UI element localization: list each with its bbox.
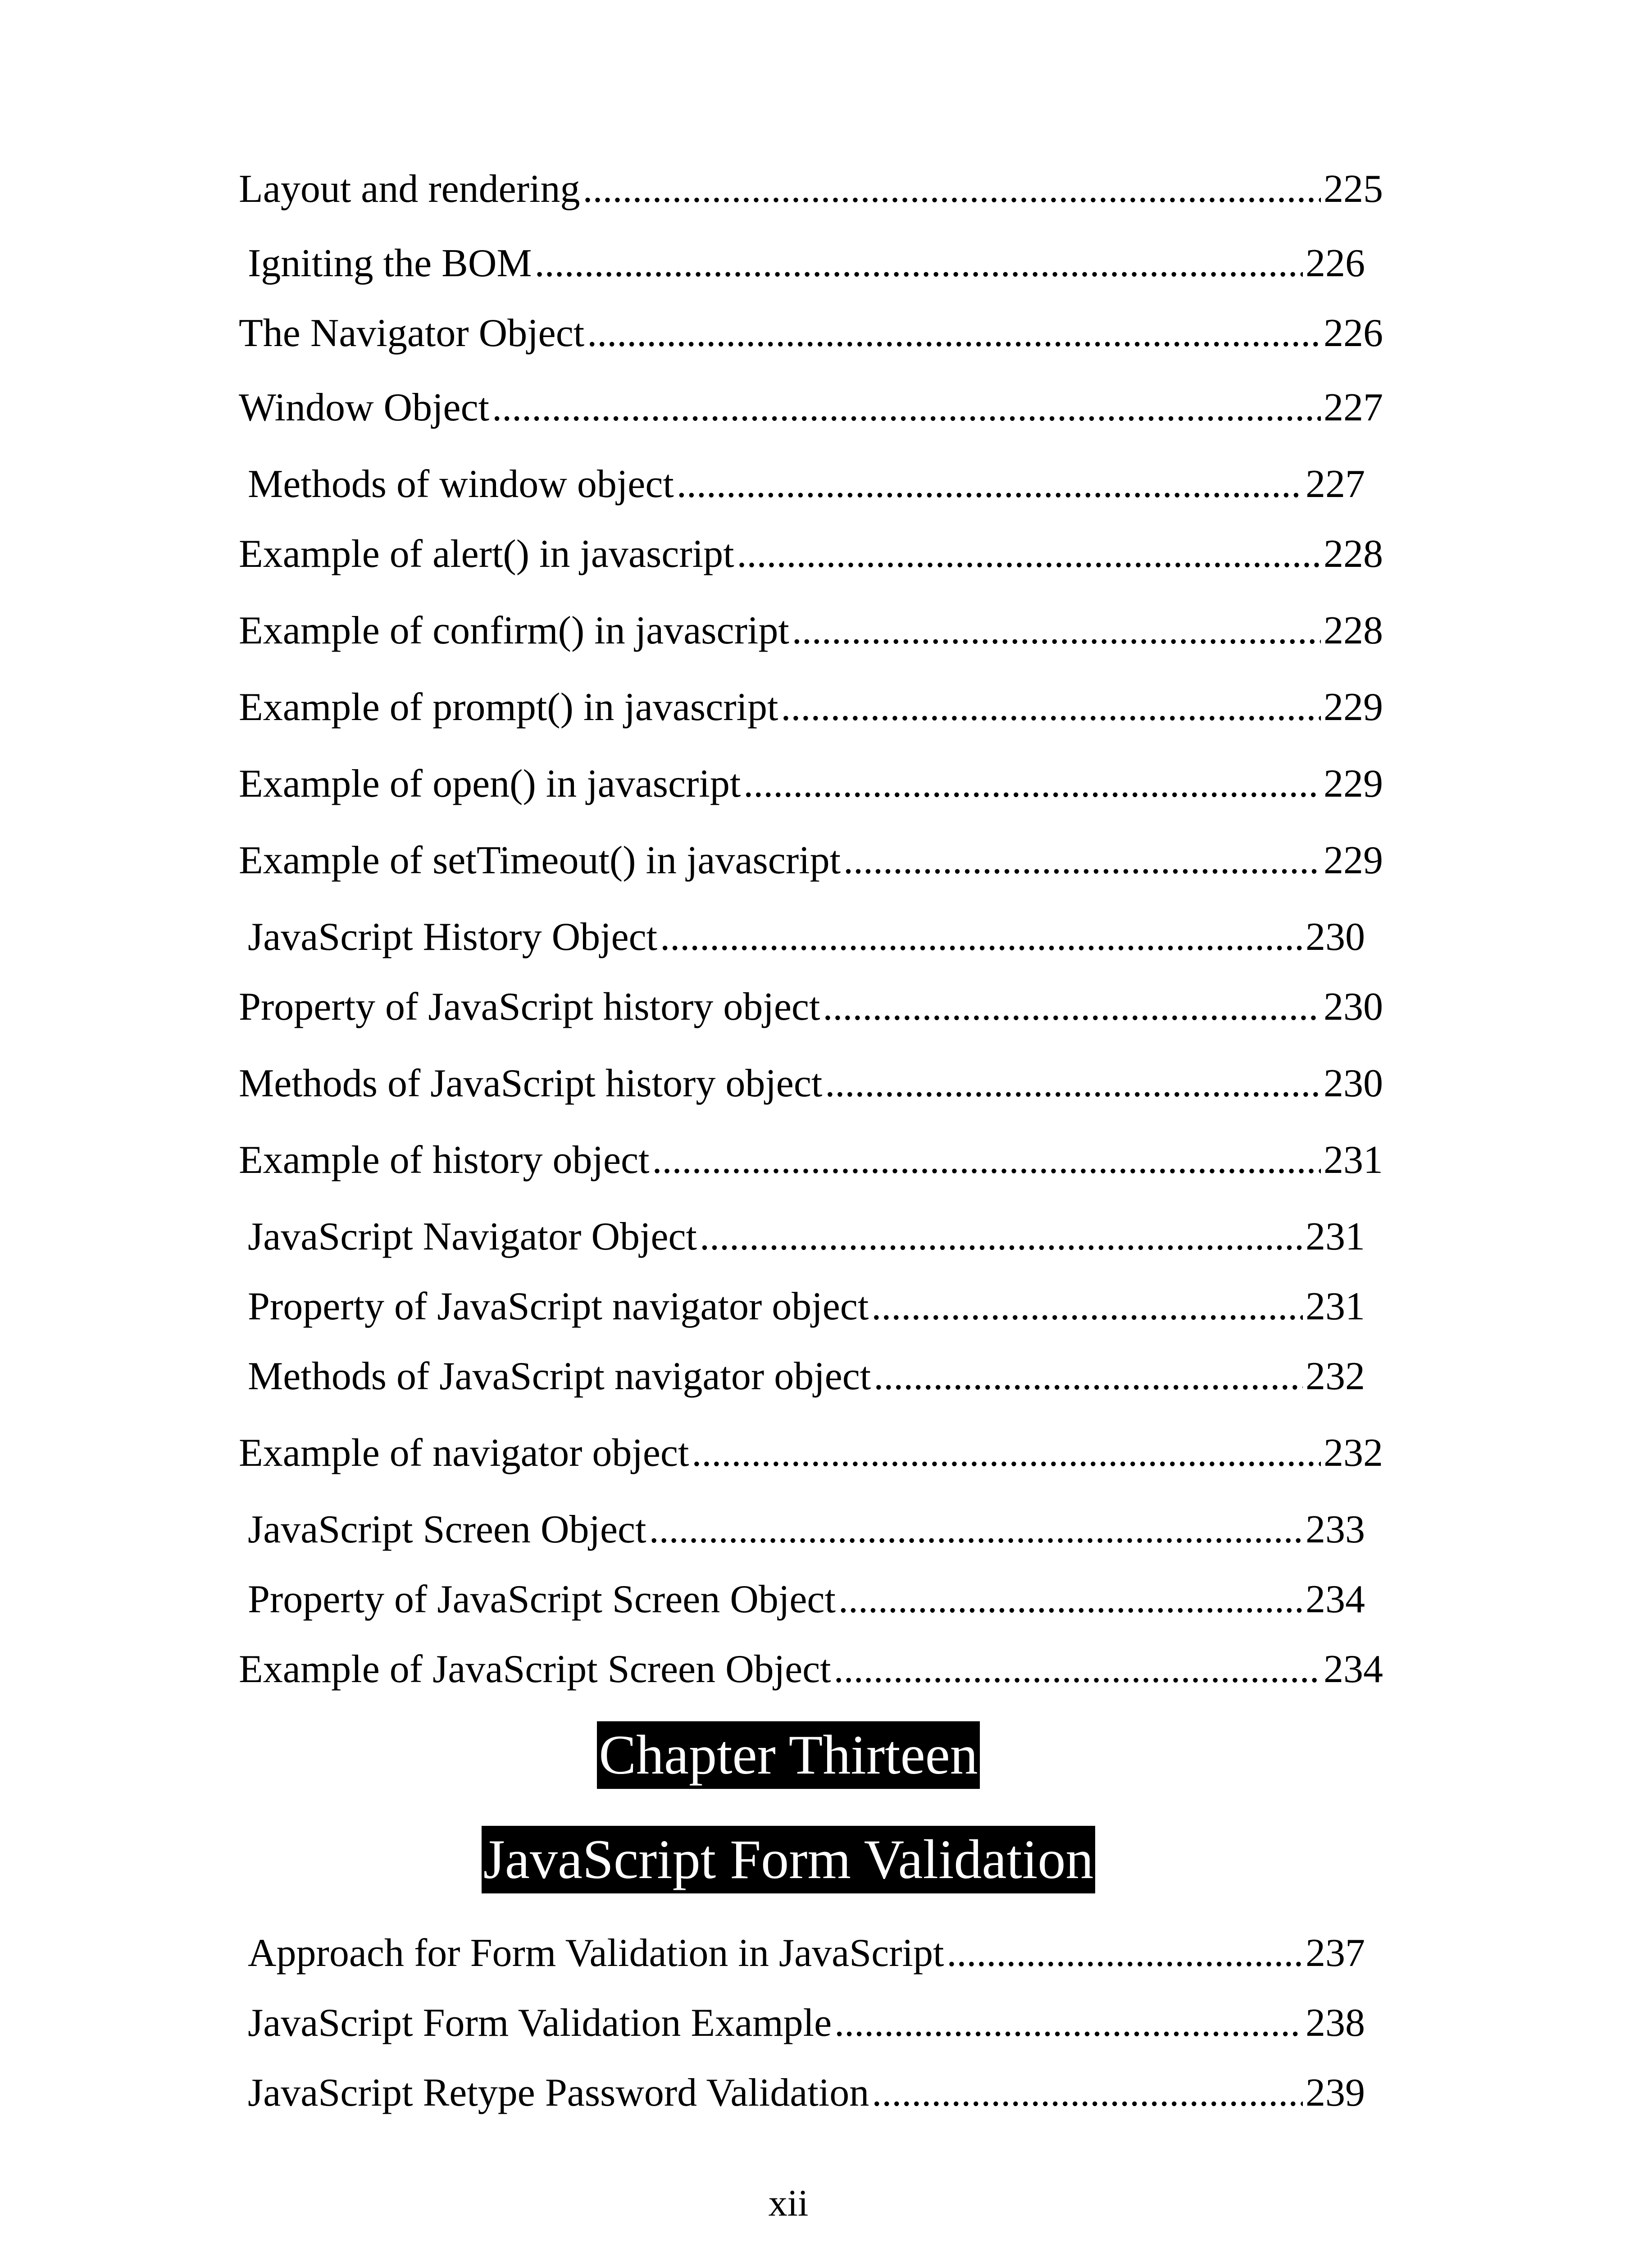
toc-entry-title: Property of JavaScript history object: [239, 985, 820, 1029]
page-number: xii: [768, 2182, 809, 2224]
dot-leader: [677, 460, 1303, 509]
toc-entry: [239, 309, 1383, 358]
toc-entry: [239, 982, 1383, 1032]
toc-entry-title: Example of alert() in javascript: [239, 532, 734, 576]
dot-leader: [692, 1428, 1321, 1478]
dot-leader: [535, 239, 1303, 288]
dot-leader: [874, 1352, 1303, 1401]
toc-entry-page: 238: [1306, 2001, 1365, 2045]
dot-leader: [492, 383, 1321, 433]
toc-entry-title: Methods of window object: [248, 462, 674, 506]
toc-entry: [239, 529, 1383, 579]
toc-entry: [248, 1575, 1365, 1624]
page-footer: [0, 2181, 1577, 2226]
toc-entry: [239, 836, 1383, 885]
toc-entry-title: JavaScript Retype Password Validation: [248, 2071, 869, 2115]
toc-entry-title: Example of confirm() in javascript: [239, 609, 789, 652]
toc-entry: [239, 606, 1383, 656]
toc-entry: [248, 460, 1365, 509]
dot-leader: [834, 1998, 1303, 2048]
toc-entry: [248, 1998, 1365, 2048]
dot-leader: [872, 2068, 1303, 2118]
toc-entry: [239, 1428, 1383, 1478]
chapter-title-heading: [0, 1826, 1577, 1893]
toc-entry-page: 239: [1306, 2071, 1365, 2115]
dot-leader: [737, 529, 1321, 579]
toc-entry-page: 232: [1324, 1431, 1383, 1475]
toc-entry: [248, 1282, 1365, 1332]
dot-leader: [838, 1575, 1303, 1624]
toc-entry: [239, 759, 1383, 809]
toc-entry: [248, 2068, 1365, 2118]
dot-leader: [652, 1136, 1321, 1185]
dot-leader: [792, 606, 1321, 656]
toc-entry: [248, 1212, 1365, 1262]
toc-entry-title: The Navigator Object: [239, 311, 585, 355]
dot-leader: [781, 683, 1321, 732]
toc-entry: [239, 1059, 1383, 1108]
toc-entry: [248, 239, 1365, 288]
toc-entry-page: 231: [1324, 1138, 1383, 1182]
dot-leader: [660, 912, 1303, 962]
toc-entry: [248, 1929, 1365, 1978]
toc-entry-title: Igniting the BOM: [248, 242, 532, 285]
toc-entry-title: Methods of JavaScript history object: [239, 1062, 823, 1105]
toc-entry-page: 233: [1306, 1508, 1365, 1551]
dot-leader: [583, 164, 1321, 214]
toc-entry-page: 234: [1324, 1647, 1383, 1691]
toc-entry-title: Example of JavaScript Screen Object: [239, 1647, 831, 1691]
toc-entry-title: JavaScript History Object: [248, 915, 658, 959]
dot-leader: [871, 1282, 1303, 1332]
dot-leader: [834, 1645, 1321, 1694]
toc-entry: [239, 164, 1383, 214]
toc-entry-page: 237: [1306, 1931, 1365, 1975]
toc-entry-title: Example of prompt() in javascript: [239, 685, 778, 729]
toc-entry-page: 225: [1324, 167, 1383, 211]
toc-entry-title: Property of JavaScript navigator object: [248, 1285, 869, 1328]
toc-entry-page: 227: [1324, 386, 1383, 429]
toc-entry-title: Example of setTimeout() in javascript: [239, 839, 841, 882]
toc-entry-title: Example of navigator object: [239, 1431, 689, 1475]
toc-entry-title: JavaScript Screen Object: [248, 1508, 646, 1551]
toc-entry-title: JavaScript Form Validation Example: [248, 2001, 832, 2045]
toc-entry: [248, 912, 1365, 962]
toc-entry-page: 234: [1306, 1578, 1365, 1621]
toc-entry-page: 228: [1324, 532, 1383, 576]
toc-entry-page: 231: [1306, 1285, 1365, 1328]
toc-entry-title: Approach for Form Validation in JavaScript: [248, 1931, 944, 1975]
toc-entry-title: Window Object: [239, 386, 490, 429]
toc-entry-title: Example of history object: [239, 1138, 650, 1182]
toc-entry-page: 229: [1324, 839, 1383, 882]
dot-leader: [843, 836, 1321, 885]
toc-entry: [248, 1352, 1365, 1401]
toc-entry-page: 228: [1324, 609, 1383, 652]
toc-entry: [239, 683, 1383, 732]
chapter-title: JavaScript Form Validation: [482, 1826, 1096, 1893]
dot-leader: [649, 1505, 1303, 1555]
toc-entry-title: Example of open() in javascript: [239, 762, 741, 806]
toc-entry-title: Methods of JavaScript navigator object: [248, 1355, 871, 1398]
toc-entry-page: 231: [1306, 1215, 1365, 1259]
chapter-number-label: Chapter Thirteen: [597, 1721, 979, 1789]
toc-entry-page: 226: [1324, 311, 1383, 355]
toc-entry-title: Property of JavaScript Screen Object: [248, 1578, 836, 1621]
toc-entry-page: 227: [1306, 462, 1365, 506]
dot-leader: [823, 982, 1321, 1032]
dot-leader: [700, 1212, 1303, 1262]
toc-entry-title: Layout and rendering: [239, 167, 580, 211]
toc-entry: [248, 1505, 1365, 1555]
toc-entry-page: 230: [1306, 915, 1365, 959]
toc-entry-page: 230: [1324, 1062, 1383, 1105]
toc-entry: [239, 1645, 1383, 1694]
toc-entry-page: 230: [1324, 985, 1383, 1029]
toc-entry-title: JavaScript Navigator Object: [248, 1215, 697, 1259]
dot-leader: [587, 309, 1321, 358]
toc-entry-page: 229: [1324, 685, 1383, 729]
toc-entry-page: 232: [1306, 1355, 1365, 1398]
dot-leader: [743, 759, 1321, 809]
dot-leader: [825, 1059, 1321, 1108]
chapter-number-heading: [0, 1721, 1577, 1789]
toc-entry: [239, 383, 1383, 433]
toc-entry-page: 229: [1324, 762, 1383, 806]
toc-entry-page: 226: [1306, 242, 1365, 285]
dot-leader: [947, 1929, 1303, 1978]
toc-entry: [239, 1136, 1383, 1185]
